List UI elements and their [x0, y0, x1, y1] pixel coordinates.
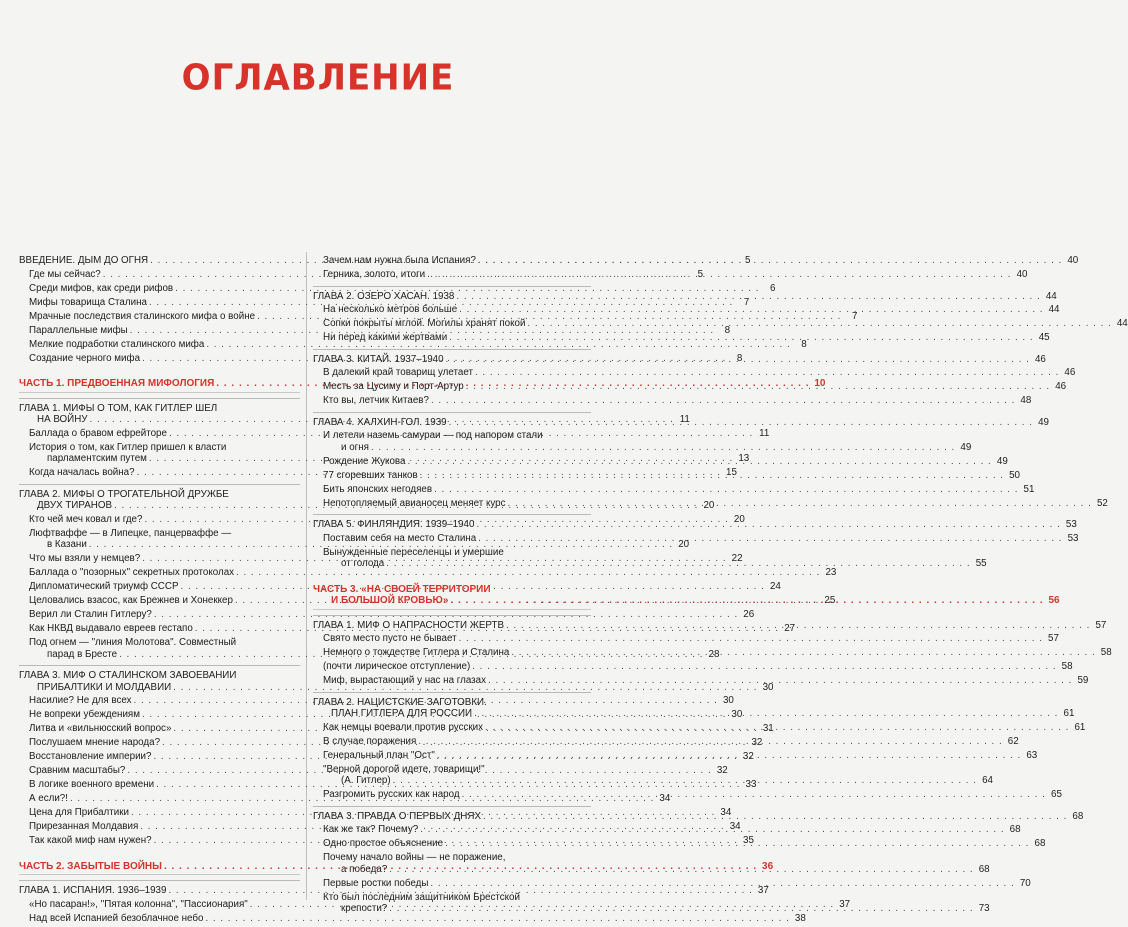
toc-entry-title: ЧАСТЬ 2. ЗАБЫТЫЕ ВОЙНЫ: [19, 860, 162, 872]
toc-page-number: 55: [975, 558, 987, 569]
dot-leader: [418, 470, 1006, 482]
toc-page-number: 13: [738, 453, 750, 464]
toc-page-number: 58: [1061, 661, 1073, 672]
toc-entry-title: а победа?: [341, 863, 388, 875]
toc-page-number: 22: [731, 553, 743, 564]
toc-entry-title: Целовались взасос, как Брежнев и Хонеккер: [29, 595, 233, 606]
toc-page-number: 11: [759, 427, 770, 439]
toc-page-number: 63: [1026, 749, 1038, 761]
toc-page-number: 8: [801, 338, 807, 350]
toc-entry-title: Кто чей меч ковал и где?: [29, 513, 143, 525]
toc-entry-title: Рождение Жукова: [323, 455, 406, 467]
dot-leader: [391, 775, 979, 787]
toc-entry-title: Герника, золото, итоги: [323, 269, 426, 280]
dot-leader: [429, 395, 1017, 407]
dot-leader: [525, 318, 1113, 330]
toc-page-number: 23: [825, 567, 837, 578]
dot-leader: [481, 811, 1069, 823]
toc-entry-title: Сравним масштабы?: [29, 765, 126, 776]
toc-entry-title: Разгромить русских как народ: [323, 789, 460, 800]
toc-entry-title: В далекий край товарищ улетает: [323, 367, 473, 378]
toc-page-number: 49: [1038, 416, 1049, 428]
dot-leader: [444, 354, 1032, 366]
dot-leader: [457, 304, 1045, 316]
toc-entry-title: Ни перед какими жертвами: [323, 332, 448, 343]
toc-entry-title: ГЛАВА 2. НАЦИСТСКИЕ ЗАГОТОВКИ.: [313, 696, 487, 708]
toc-entry-title: ГЛАВА 5. ФИНЛЯНДИЯ. 1939–1940: [313, 519, 475, 530]
toc-entry-title: Литва и «вильнюсский вопрос»: [29, 723, 172, 734]
toc-page-number: 61: [1063, 708, 1075, 719]
toc-entry-title: Прирезанная Молдавия: [29, 821, 139, 832]
toc-entry-title: Месть за Цусиму и Порт-Артур: [323, 381, 464, 392]
toc-page-number: 32: [716, 765, 728, 776]
toc-subentry: [19, 338, 807, 351]
toc-entry-title: Немного о тождестве Гитлера и Сталина: [323, 647, 510, 658]
toc-entry-title: ГЛАВА 2. ОЗЕРО ХАСАН. 1938: [313, 290, 455, 302]
toc-subentry: [313, 877, 1031, 890]
toc-page-number: 20: [703, 500, 715, 511]
toc-entry-title: Параллельные мифы: [29, 324, 128, 336]
toc-entry-title: Создание черного мифа: [29, 352, 141, 364]
dot-leader: [425, 269, 1013, 281]
toc-entry-title: На несколько метров больше: [323, 304, 458, 315]
dot-leader: [416, 736, 1004, 748]
toc-page-number: 36: [762, 860, 774, 872]
toc-page-number: 7: [851, 310, 858, 322]
toc-entry-title: Непотопляемый авианосец меняет курс: [323, 497, 506, 509]
toc-chapter: [313, 286, 1057, 303]
toc-page-number: 37: [839, 898, 851, 910]
toc-subentry: [313, 269, 1028, 281]
toc-page-number: 15: [726, 467, 737, 478]
toc-entry-title: Насилие? Не для всех: [29, 695, 132, 706]
toc-page-number: 73: [978, 903, 990, 914]
toc-page-number: 68: [1034, 838, 1046, 849]
toc-page-number: 53: [1065, 519, 1077, 530]
toc-entry-title: Люфтваффе — в Липецке, панцерваффе —: [29, 527, 232, 539]
dot-leader: [504, 620, 1092, 632]
toc-page-number: 35: [743, 835, 754, 846]
toc-entry-title: Первые ростки победы: [323, 877, 429, 889]
toc-page-number: 30: [731, 709, 743, 720]
dot-leader: [486, 675, 1074, 687]
toc-page-number: 46: [1034, 353, 1046, 365]
toc-entry-title: «Но пасаран!», "Пятая колонна", "Пассионария": [29, 898, 248, 910]
toc-entry-title: История о том, как Гитлер пришел к власти: [29, 441, 227, 453]
toc-page-number: 5: [697, 268, 704, 280]
toc-entry-title: (почти лирическое отступление): [323, 661, 471, 672]
toc-entry-title: (А. Гитлер): [341, 775, 391, 786]
toc-page-number: 49: [996, 455, 1008, 467]
dot-leader: [428, 878, 1016, 890]
toc-page-number: 31: [762, 723, 774, 734]
toc-entry-title: Бить японских негодяев: [323, 483, 433, 495]
toc-entry-title: Поставим себя на место Сталина: [323, 532, 477, 544]
toc-entry-title: Так какой миф нам нужен?: [29, 835, 152, 846]
toc-page-number: 62: [1007, 735, 1019, 747]
toc-subentry: [313, 367, 1076, 379]
toc-entry-title: Вынужденные переселенцы и умершие: [323, 546, 504, 558]
toc-subentry: [313, 633, 1059, 645]
toc-entry-title: Мрачные последствия сталинского мифа о войне: [29, 310, 256, 322]
toc-page-number: 37: [757, 885, 769, 896]
toc-page-number: 46: [1064, 367, 1076, 378]
toc-page-number: 40: [1067, 255, 1079, 266]
toc-page-number: 56: [1048, 595, 1060, 606]
toc-subentry: [313, 304, 1060, 316]
toc-page-number: 28: [708, 648, 720, 660]
toc-entry-title: Восстановление империи?: [29, 751, 152, 762]
toc-entry-title: Генеральный план "Ост": [323, 749, 435, 761]
toc-entry-title: ГЛАВА 3. ПРАВДА О ПЕРВЫХ ДНЯХ: [313, 810, 481, 822]
toc-page-number: 34: [659, 793, 671, 804]
dot-leader: [476, 255, 1064, 267]
toc-page-number: 30: [722, 695, 734, 706]
toc-entry-title: ПРИБАЛТИКИ И МОЛДАВИИ: [37, 681, 172, 693]
dot-leader: [387, 903, 975, 915]
toc-page-number: 51: [1023, 483, 1035, 495]
toc-entry-title: ВВЕДЕНИЕ. ДЫМ ДО ОГНЯ: [19, 255, 149, 266]
toc-page-number: 6: [770, 282, 776, 294]
toc-page-number: 48: [1020, 395, 1032, 406]
toc-subentry: [313, 332, 1050, 344]
toc-page-number: 46: [1055, 381, 1067, 392]
toc-entry-title: Как немцы воевали против русских: [323, 721, 484, 733]
toc-entry-title: Почему начало войны — не поражение,: [323, 852, 506, 863]
toc-subentry: [313, 483, 1035, 496]
toc-subentry: [313, 661, 1073, 673]
toc-page-number: 57: [1095, 619, 1107, 631]
toc-subentry: [19, 912, 806, 925]
toc-page-number: 38: [794, 912, 806, 924]
toc-page-number: 8: [724, 324, 731, 336]
dot-leader: [483, 722, 1071, 734]
toc-entry-title: И БОЛЬШОЙ КРОВЬЮ»: [331, 595, 449, 606]
dot-leader: [474, 519, 1062, 531]
dot-leader: [369, 442, 957, 454]
toc-page-number: 44: [1048, 304, 1060, 315]
toc-page-number: 24: [769, 581, 781, 592]
toc-page-number: 59: [1077, 675, 1089, 686]
toc-entry-title: ДВУХ ТИРАНОВ: [37, 500, 112, 511]
toc-entry-title: Баллада о "позорных" секретных протоколах: [29, 567, 235, 578]
toc-page-number: 68: [1009, 824, 1021, 835]
toc-entry-title: Когда началась война?: [29, 467, 135, 478]
dot-leader: [464, 381, 1052, 393]
toc-subentry: [313, 255, 1079, 267]
toc-entry-title: Как НКВД выдавало евреев гестапо: [29, 623, 193, 634]
dot-leader: [476, 533, 1064, 545]
toc-entry-title: ГЛАВА 3. КИТАЙ. 1937–1940: [313, 353, 444, 365]
dot-leader: [448, 595, 1045, 607]
toc-entry-title: Миф, вырастающий у нас на глазах: [323, 675, 487, 686]
toc-page-number: 50: [1009, 469, 1021, 481]
dot-leader: [384, 558, 972, 570]
toc-page-number: 27: [784, 623, 796, 634]
toc-entry-title: ЧАСТЬ 1. ПРЕДВОЕННАЯ МИФОЛОГИЯ: [19, 378, 215, 389]
toc-entry-title: Мифы товарища Сталина: [29, 296, 147, 308]
toc-page-number: 52: [1096, 497, 1108, 509]
toc-page-number: 68: [978, 863, 990, 875]
toc-page-number: 64: [982, 775, 993, 786]
toc-page-number: 32: [751, 737, 763, 748]
dot-leader: [405, 456, 993, 468]
dot-leader: [387, 864, 975, 876]
dot-leader: [473, 367, 1061, 379]
toc-entry-title: Послушаем мнение народа?: [29, 737, 161, 748]
toc-entry-title: Кто вы, летчик Китаев?: [323, 395, 429, 406]
toc-entry-title: Что мы взяли у немцев?: [29, 553, 141, 564]
toc-entry-title: ЧАСТЬ 3. «НА СВОЕЙ ТЕРРИТОРИИ: [313, 583, 491, 595]
toc-page-number: 34: [720, 807, 732, 818]
toc-entry-title: Кто был последним защитником Брестской: [323, 891, 520, 903]
toc-entry-title: Одно простое объяснение: [323, 838, 444, 849]
dot-leader: [435, 750, 1023, 762]
toc-entry-title: Среди мифов, как среди рифов: [29, 282, 174, 294]
toc-page-number: 68: [1072, 810, 1084, 822]
toc-page-number: 25: [824, 595, 836, 606]
toc-entry-title: НА ВОЙНУ: [37, 414, 88, 425]
toc-entry-title: парламентским путем: [47, 453, 147, 464]
toc-page-number: 34: [729, 821, 741, 832]
toc-entry-title: и огня: [341, 441, 369, 453]
toc-entry-title: 77 сгоревших танков: [323, 469, 418, 481]
toc-entry-title: от голода: [341, 558, 385, 569]
toc-subentry: [19, 282, 776, 295]
toc-entry-title: А если?!: [29, 793, 68, 804]
toc-page-number: 11: [679, 414, 690, 425]
toc-entry-title: Зачем нам нужна была Испания?: [323, 255, 476, 266]
toc-page-number: 10: [814, 378, 826, 389]
toc-entry-title: Верил ли Сталин Гитлеру?: [29, 609, 152, 620]
toc-subentry: [19, 310, 858, 323]
page-title: ОГЛАВЛЕНИЕ: [181, 57, 455, 99]
dot-leader: [460, 789, 1048, 801]
toc-entry-title: "Верной дорогой идете, товарищи!": [323, 763, 485, 775]
toc-page-number: 30: [762, 681, 774, 693]
toc-entry-title: Где мы сейчас?: [29, 268, 101, 280]
toc-subentry: [313, 318, 1128, 330]
toc-entry-title: Дипломатический триумф СССР: [29, 581, 179, 592]
toc-page-number: 45: [1038, 332, 1050, 343]
toc-entry-title: ГЛАВА 3. МИФ О СТАЛИНСКОМ ЗАВОЕВАНИИ: [19, 670, 237, 681]
toc-entry-title: В случае поражения: [323, 735, 417, 747]
toc-entry-title: В логике военного времени: [29, 779, 155, 790]
toc-entry-title: Как же так? Почему?: [323, 824, 419, 835]
toc-entry-title: Сопки покрыты мглой. Могилы хранят покой: [323, 318, 526, 329]
toc-entry-title: И летели наземь самураи — под напором стали: [323, 430, 543, 441]
dot-leader: [443, 838, 1031, 850]
dot-leader: [470, 661, 1058, 673]
toc-entry-title: Баллада о бравом ефрейторе: [29, 427, 167, 439]
toc-entry-title: Свято место пусто не бывает: [323, 633, 457, 644]
toc-entry-title: Мелкие подработки сталинского мифа: [29, 338, 205, 350]
dot-leader: [457, 633, 1045, 645]
dot-leader: [432, 484, 1020, 496]
toc-page-number: 7: [743, 296, 750, 308]
toc-page-number: 49: [960, 441, 972, 453]
toc-subentry: [19, 567, 837, 579]
toc-entry-title: Цена для Прибалтики: [29, 807, 129, 818]
toc-page-number: 33: [745, 779, 757, 790]
toc-page-number: 40: [1016, 269, 1028, 280]
toc-subentry: [19, 324, 731, 337]
toc-entry-title: Над всей Испанией безоблачное небо: [29, 912, 204, 924]
toc-page-number: 20: [678, 539, 690, 550]
toc-entry-title: ГЛАВА 4. ХАЛХИН-ГОЛ. 1939: [313, 416, 447, 428]
dot-leader: [509, 647, 1097, 659]
dot-leader: [506, 498, 1094, 510]
dot-leader: [418, 824, 1006, 836]
toc-entry-title: ГЛАВА 1. ИСПАНИЯ. 1936–1939: [19, 885, 167, 896]
toc-page-number: 61: [1074, 721, 1086, 733]
toc-page-number: 44: [1045, 290, 1057, 302]
toc-entry-title: ГЛАВА 1. МИФЫ О ТОМ, КАК ГИТЛЕР ШЕЛ: [19, 402, 218, 414]
dot-leader: [472, 708, 1060, 720]
toc-entry-title: ГЛАВА 2. МИФЫ О ТРОГАТЕЛЬНОЙ ДРУЖБЕ: [19, 488, 229, 500]
toc-page-number: 5: [745, 255, 751, 266]
toc-page-number: 65: [1051, 789, 1062, 800]
toc-entry-title: Не вопреки убеждениям: [29, 709, 140, 720]
toc-page-number: 20: [733, 513, 745, 525]
toc-entry-title: в Казани: [47, 539, 87, 550]
toc-entry-title: крепости?: [341, 903, 388, 914]
dot-leader: [454, 291, 1042, 303]
toc-entry-title: ГЛАВА 1. МИФ О НАПРАСНОСТИ ЖЕРТВ: [313, 619, 504, 631]
toc-page-number: 70: [1019, 877, 1031, 889]
toc-subentry: [19, 609, 755, 621]
toc-entry-title: парад в Бресте: [47, 648, 118, 660]
dot-leader: [447, 332, 1035, 344]
toc-entry-title: ПЛАН ГИТЛЕРА ДЛЯ РОССИИ: [331, 708, 473, 719]
toc-entry-title: Под огнем — "линия Молотова". Совместный: [29, 637, 237, 648]
toc-page-number: 57: [1048, 633, 1059, 644]
toc-page-number: 26: [743, 609, 755, 620]
toc-chapter: [313, 349, 1046, 366]
toc-page-number: 58: [1100, 647, 1112, 658]
toc-page-number: 8: [736, 352, 743, 364]
toc-page-number: 44: [1116, 318, 1128, 329]
dot-leader: [447, 417, 1035, 429]
toc-page-number: 53: [1067, 532, 1079, 544]
toc-page-number: 32: [742, 751, 754, 762]
toc-subentry: [313, 395, 1032, 407]
